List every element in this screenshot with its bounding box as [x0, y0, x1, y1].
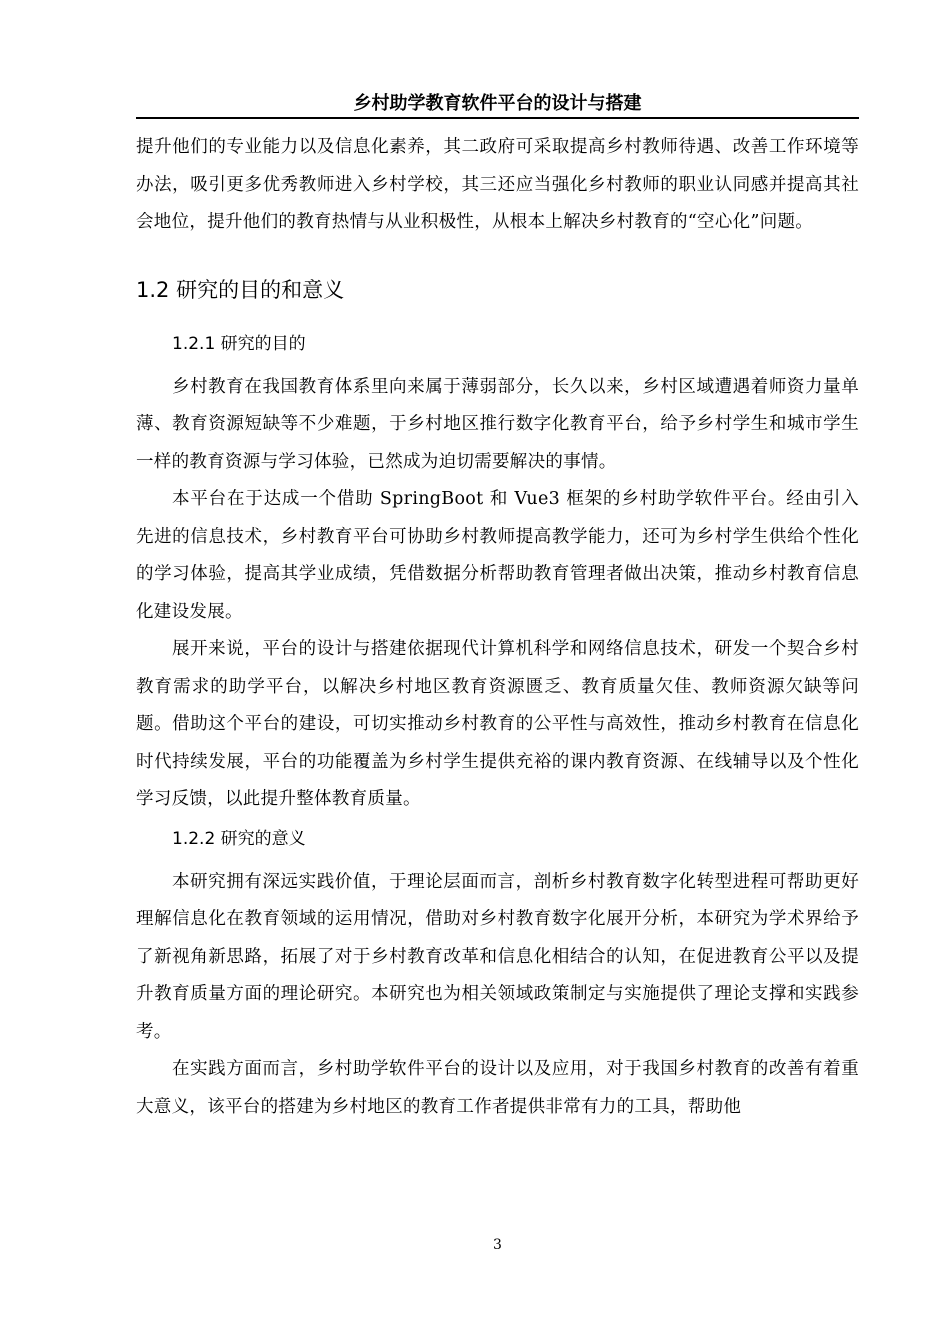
- running-header: 乡村助学教育软件平台的设计与搭建: [353, 93, 642, 114]
- page-number: 3: [493, 1237, 502, 1253]
- subsection-heading-purpose: 1.2.1 研究的目的: [172, 333, 306, 354]
- paragraph-significance-2: 在实践方面而言，乡村助学软件平台的设计以及应用，对于我国乡村教育的改善有着重大意义，该平台的搭建为乡村地区的教育工作者提供非常有力的工具，帮助他: [136, 1059, 859, 1117]
- paragraph-purpose-3: 展开来说，平台的设计与搭建依据现代计算机科学和网络信息技术，研发一个契合乡村教育需求的助学平台，以解决乡村地区教育资源匮乏、教育质量欠佳、教师资源欠缺等问题。借助这个平台的建设，可切实推动乡村教育的公平性与高效性，推动乡村教育在信息化时代持续发展，平台的功能覆盖为乡村学生提供充裕的课内教育资源、在线辅导以及个性化学习反馈，以此提升整体教育质量。: [136, 639, 859, 809]
- paragraph-continuation: 提升他们的专业能力以及信息化素养，其二政府可采取提高乡村教师待遇、改善工作环境等办法，吸引更多优秀教师进入乡村学校，其三还应当强化乡村教师的职业认同感并提高其社会地位，提升他们的教育热情与从业积极性，从根本上解决乡村教育的“空心化”问题。: [136, 137, 859, 232]
- paragraph-purpose-2: 本平台在于达成一个借助 SpringBoot 和 Vue3 框架的乡村助学软件平台。经由引入先进的信息技术，乡村教育平台可协助乡村教师提高教学能力，还可为乡村学生供给个性化的学习体验，提高其学业成绩，凭借数据分析帮助教育管理者做出决策，推动乡村教育信息化建设发展。: [136, 489, 859, 622]
- paragraph-significance-1: 本研究拥有深远实践价值，于理论层面而言，剖析乡村教育数字化转型进程可帮助更好理解信息化在教育领域的运用情况，借助对乡村教育数字化展开分析，本研究为学术界给予了新视角新思路，拓展了对于乡村教育改革和信息化相结合的认知，在促进教育公平以及提升教育质量方面的理论研究。本研究也为相关领域政策制定与实施提供了理论支撑和实践参考。: [136, 871, 859, 1042]
- paragraph-purpose-1: 乡村教育在我国教育体系里向来属于薄弱部分，长久以来，乡村区域遭遇着师资力量单薄、教育资源短缺等不少难题，于乡村地区推行数字化教育平台，给予乡村学生和城市学生一样的教育资源与学习体验，已然成为迫切需要解决的事情。: [136, 376, 859, 472]
- header-rule: [136, 117, 859, 119]
- subsection-heading-significance: 1.2.2 研究的意义: [172, 828, 306, 849]
- page-body: [136, 129, 859, 1126]
- section-heading: 1.2 研究的目的和意义: [136, 277, 345, 302]
